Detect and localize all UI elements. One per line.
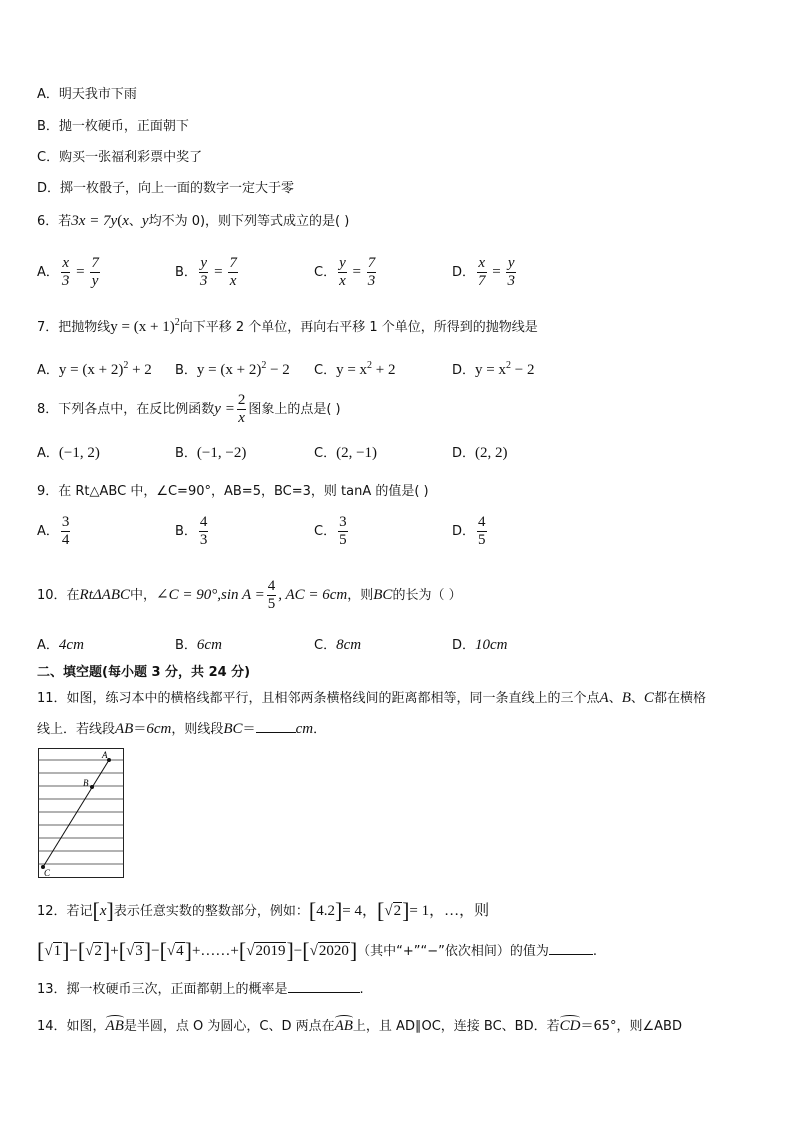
q9-stem: 9．在 Rt△ABC 中，∠C=90°，AB=5，BC=3，则 tanA 的值是( ) bbox=[37, 484, 429, 499]
q5-option-d: D．掷一枚骰子，向上一面的数字一定大于零 bbox=[37, 181, 295, 196]
q9-option-b: B． $\frac{4}{3}$ bbox=[175, 514, 208, 548]
q13-stem: 13．掷一枚硬币三次，正面都朝上的概率是 . bbox=[37, 978, 364, 997]
q12-line1: 12．若记[x]表示任意实数的整数部分，例如：[4.2]= 4，[√2]= 1，…，则 bbox=[37, 898, 490, 923]
q8-option-d: D．(2, 2) bbox=[452, 445, 508, 461]
ruled-lines bbox=[38, 760, 124, 864]
q10-option-d: D．10cm bbox=[452, 637, 508, 653]
q11-line1: 11．如图，练习本中的横格线都平行，且相邻两条横格线间的距离都相等，同一条直线上的三个点A、B、C都在横格 bbox=[37, 690, 706, 706]
q11-line2: 线上．若线段AB＝6cm，则线段BC＝ cm． bbox=[37, 718, 326, 738]
answer-blank bbox=[549, 940, 593, 955]
q7-equation: $y = (x + 1)^2$ bbox=[110, 317, 180, 335]
q8-option-c: C．(2, −1) bbox=[314, 445, 378, 461]
q6-stem: 6．若3x = 7y(x、y均不为 0)，则下列等式成立的是( ) bbox=[37, 213, 350, 229]
q7-option-a: A．$y = (x + 2)^2 + 2$ bbox=[37, 360, 152, 378]
answer-blank bbox=[288, 978, 360, 993]
q8-option-b: B．(−1, −2) bbox=[175, 445, 247, 461]
q9-option-d: D． $\frac{4}{5}$ bbox=[452, 514, 486, 548]
q5-option-b: B．抛一枚硬币，正面朝下 bbox=[37, 119, 189, 134]
q12-line2: [√1]−[√2]+[√3]−[√4]+……+[√2019]−[√2020]（其中“+”“−”依次相间）的值为 . bbox=[37, 938, 598, 963]
q10-option-b: B．6cm bbox=[175, 637, 222, 653]
q7-option-c: C．$y = x^2 + 2$ bbox=[314, 360, 396, 378]
q6-option-c: C． $\frac{y}{x}$ = $\frac{7}{3}$ bbox=[314, 255, 376, 289]
q6-option-d: D． $\frac{x}{7}$ = $\frac{y}{3}$ bbox=[452, 255, 515, 289]
q8-stem: 8．下列各点中，在反比例函数y = $\frac{2}{x}$ 图象上的点是( ) bbox=[37, 392, 341, 426]
label-b: B bbox=[83, 778, 89, 788]
answer-blank bbox=[256, 718, 296, 733]
q14-stem: 14．如图，AB是半圆，点 O 为圆心，C、D 两点在AB上，且 AD∥OC，连接 BC、BD．若CD＝65°，则∠ABD bbox=[37, 1018, 682, 1034]
q5-option-a: A．明天我市下雨 bbox=[37, 87, 137, 102]
q10-option-a: A．4cm bbox=[37, 637, 84, 653]
figure-border bbox=[39, 749, 124, 878]
q6-option-a: A． $\frac{x}{3}$ = $\frac{7}{y}$ bbox=[37, 255, 99, 289]
q7-option-d: D．$y = x^2 - 2$ bbox=[452, 360, 535, 378]
q9-option-c: C． $\frac{3}{5}$ bbox=[314, 514, 347, 548]
q10-option-c: C．8cm bbox=[314, 637, 362, 653]
point-a bbox=[107, 758, 111, 762]
q5-option-c: C．购买一张福利彩票中奖了 bbox=[37, 150, 203, 165]
q6-option-b: B． $\frac{y}{3}$ = $\frac{7}{x}$ bbox=[175, 255, 237, 289]
q7-option-b: B．$y = (x + 2)^2 - 2$ bbox=[175, 360, 290, 378]
label-a: A bbox=[102, 750, 108, 760]
point-b bbox=[90, 785, 94, 789]
q7-stem: 7．把抛物线$y = (x + 1)^2$向下平移 2 个单位，再向右平移 1 个单位，所得到的抛物线是 bbox=[37, 317, 538, 335]
q9-option-a: A． $\frac{3}{4}$ bbox=[37, 514, 70, 548]
section-heading-fill-blank: 二、填空题(每小题 3 分，共 24 分) bbox=[37, 665, 251, 680]
q10-stem: 10．在RtΔABC中，∠C = 90°,sin A = $\frac{4}{5}$ , AC = 6cm，则BC的长为（ ） bbox=[37, 578, 462, 612]
q6-equation: 3x = 7y bbox=[71, 213, 118, 229]
q11-notebook-figure bbox=[38, 748, 124, 878]
q8-option-a: A．(−1, 2) bbox=[37, 445, 100, 461]
label-c: C bbox=[44, 868, 51, 878]
